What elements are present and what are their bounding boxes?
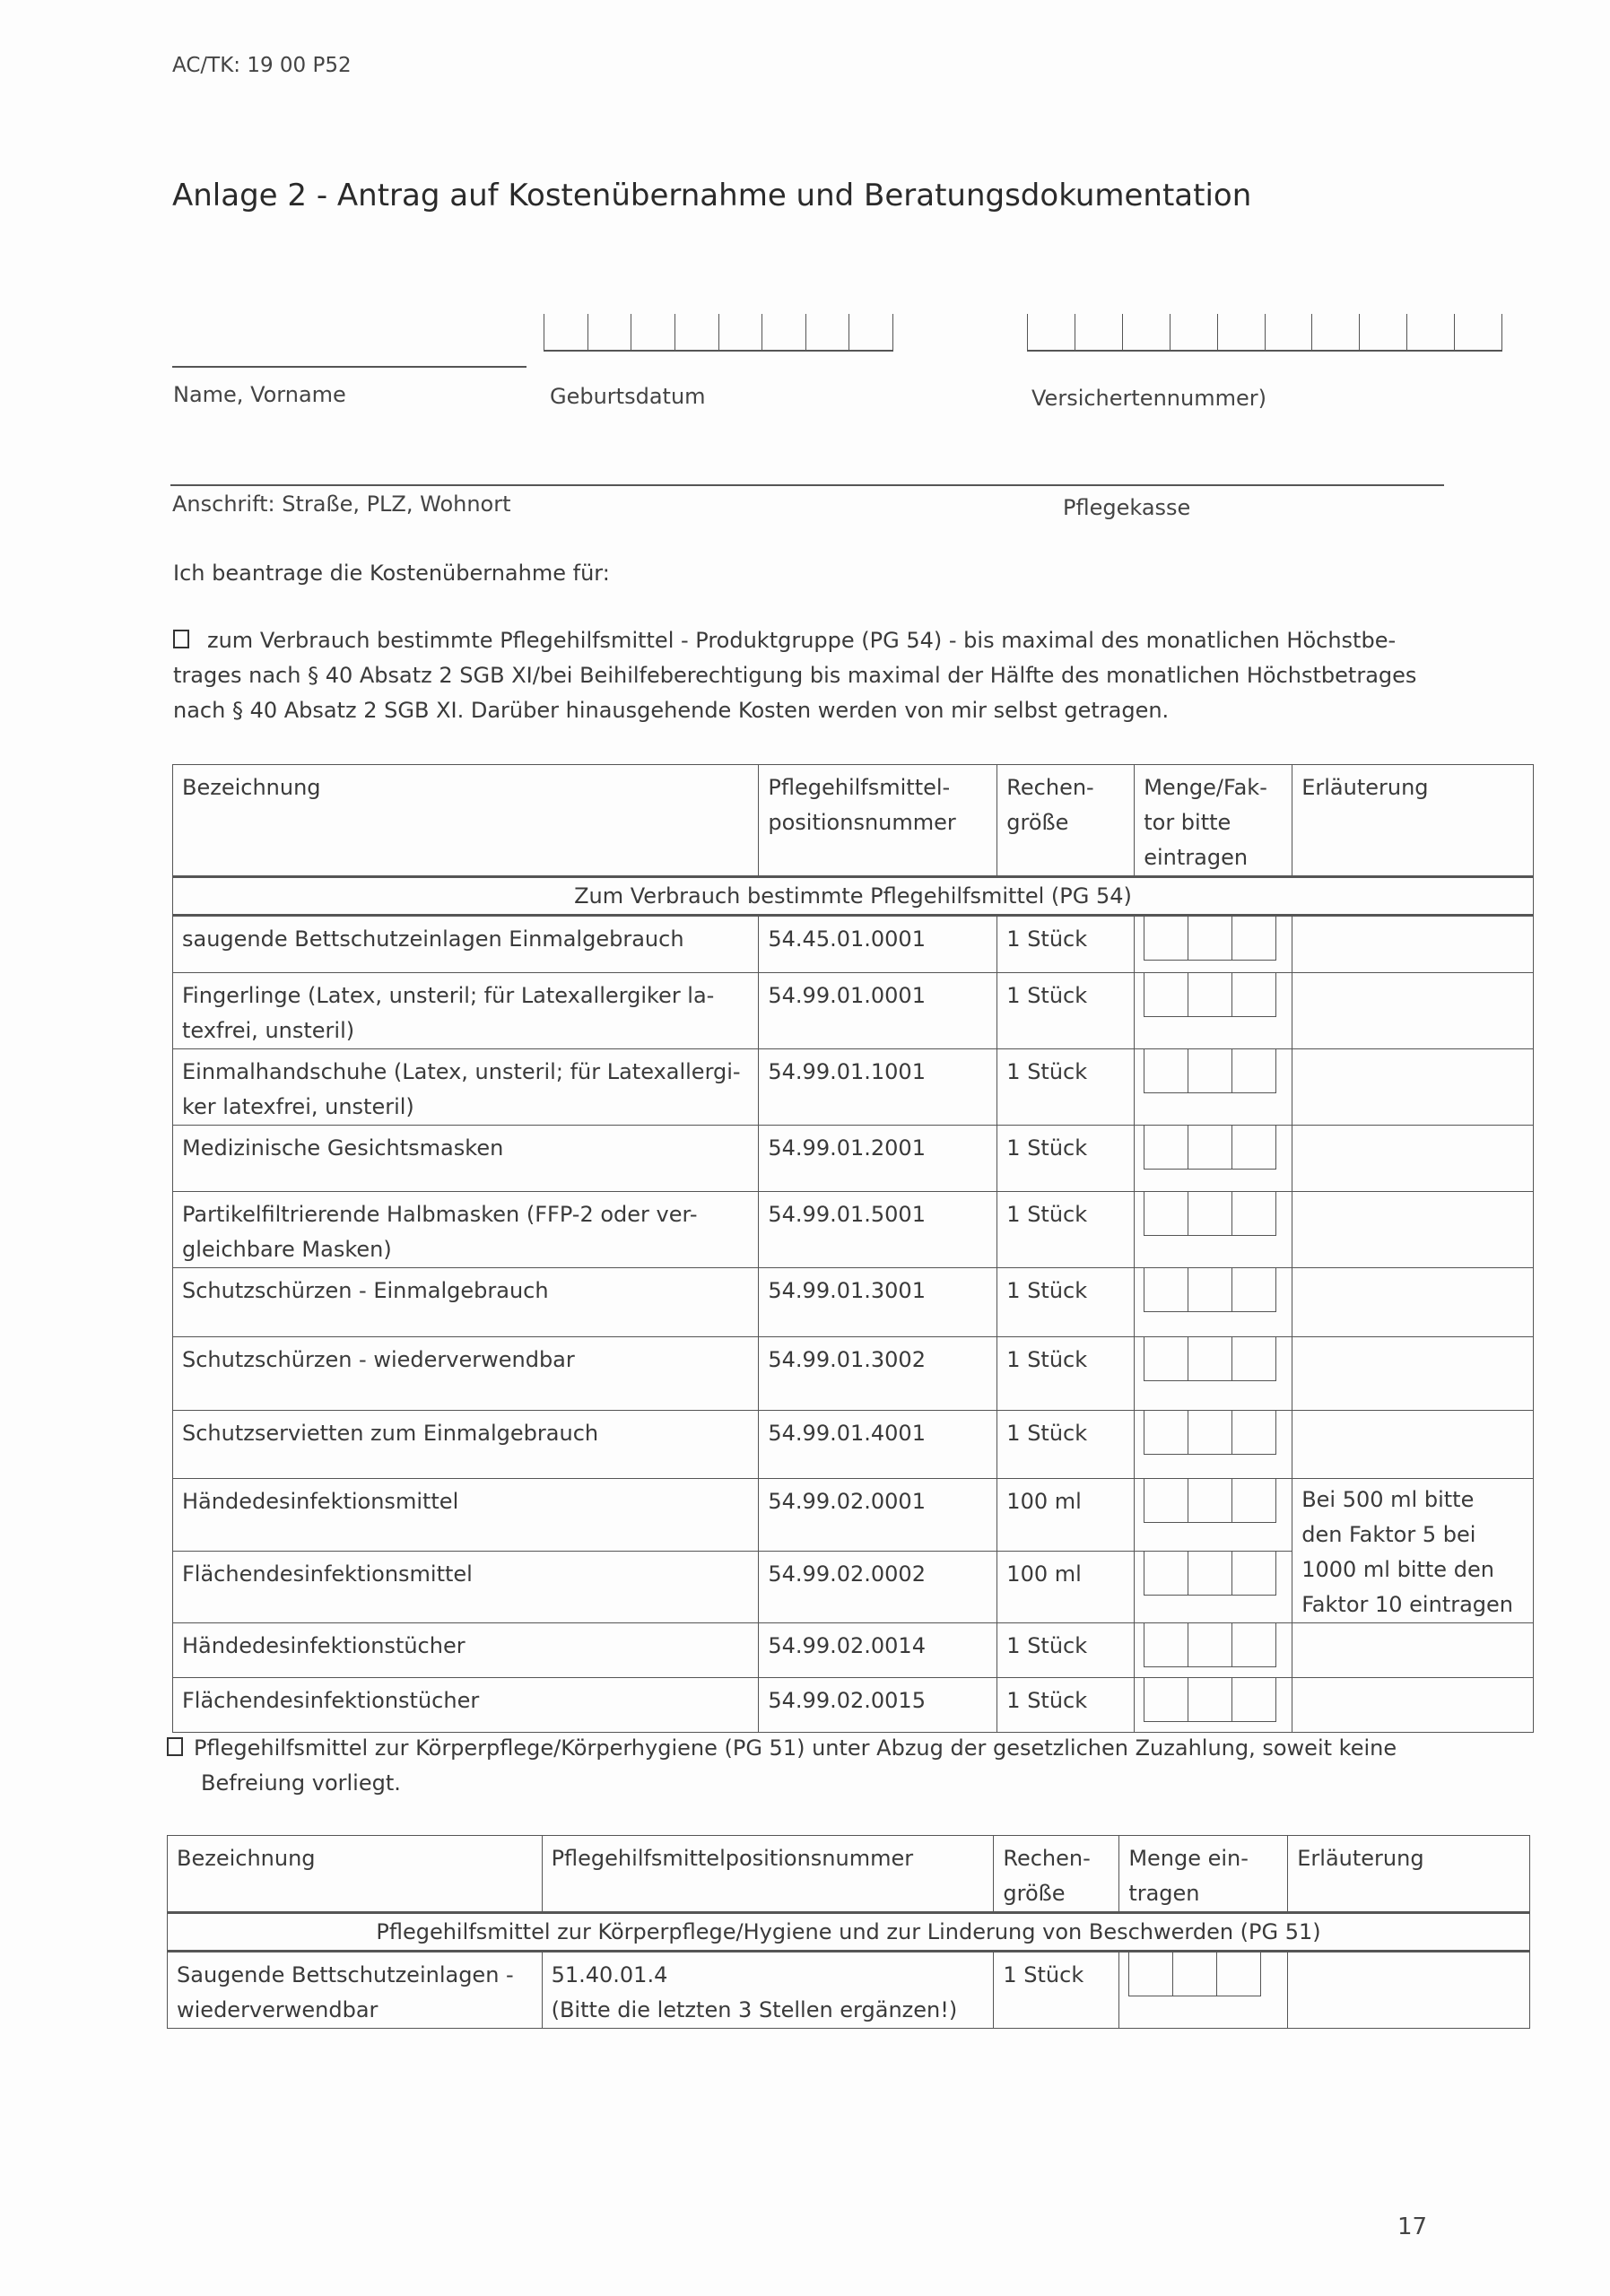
option-pg54-text-2: trages nach § 40 Absatz 2 SGB XI/bei Beihilfeberechtigung bis maximal der Hälfte des monatlichen Höchstbetrages (173, 663, 1417, 688)
table-row: Fingerlinge (Latex, unsteril; für Latexallergiker la- texfrei, unsteril) 54.99.01.0001 1 Stück (173, 973, 1534, 1049)
pg54-checkbox[interactable] (173, 630, 189, 648)
table-row: Schutzschürzen - Einmalgebrauch 54.99.01.3001 1 Stück (173, 1268, 1534, 1337)
address-label: Anschrift: Straße, PLZ, Wohnort (172, 491, 511, 517)
table-row: Flächendesinfektionstücher 54.99.02.0015 1 Stück (173, 1678, 1534, 1733)
table-row: Medizinische Gesichtsmasken 54.99.01.2001 1 Stück (173, 1126, 1534, 1192)
table-row: Saugende Bettschutzeinlagen - wiederverwendbar 51.40.01.4 (Bitte die letzten 3 Stellen ergänzen!) 1 Stück (168, 1952, 1530, 2029)
quantity-input[interactable] (1144, 1411, 1276, 1455)
pg51-table (167, 1835, 1530, 2029)
option-pg51-text-2: Befreiung vorliegt. (201, 1770, 401, 1796)
header-quantity: Menge/Fak- tor bitte eintragen (1135, 765, 1292, 877)
header-bezeichnung: Bezeichnung (173, 765, 759, 877)
care-fund-label: Pflegekasse (1063, 495, 1191, 520)
table-row: Händedesinfektionstücher 54.99.02.0014 1 Stück (173, 1623, 1534, 1678)
name-field[interactable] (172, 366, 527, 368)
quantity-input[interactable] (1144, 1337, 1276, 1381)
table-row: Flächendesinfektionsmittel 54.99.02.0002 100 ml (173, 1551, 1534, 1623)
quantity-input[interactable] (1144, 1268, 1276, 1312)
table-header-row (173, 765, 1534, 877)
quantity-input[interactable] (1128, 1952, 1261, 1996)
birthdate-field[interactable] (544, 314, 893, 352)
table-row: Schutzservietten zum Einmalgebrauch 54.99.01.4001 1 Stück (173, 1411, 1534, 1479)
header-unit: Rechen- größe (994, 1836, 1119, 1913)
intro-text: Ich beantrage die Kostenübernahme für: (173, 561, 610, 586)
header-note: Erläuterung (1292, 765, 1534, 877)
quantity-input[interactable] (1144, 1623, 1276, 1667)
option-pg51 (167, 1731, 1512, 1801)
header-note: Erläuterung (1288, 1836, 1530, 1913)
option-pg54 (173, 623, 1501, 728)
insurance-number-label: Versichertennummer) (1031, 386, 1266, 411)
quantity-input[interactable] (1144, 1678, 1276, 1722)
section-title: Pflegehilfsmittel zur Körperpflege/Hygiene und zur Linderung von Beschwerden (PG 51) (168, 1913, 1530, 1952)
quantity-input[interactable] (1144, 1126, 1276, 1170)
name-label: Name, Vorname (173, 382, 346, 407)
table-row: Schutzschürzen - wiederverwendbar 54.99.01.3002 1 Stück (173, 1337, 1534, 1411)
page-title: Anlage 2 - Antrag auf Kostenübernahme und Beratungsdokumentation (172, 178, 1252, 213)
header-position: Pflegehilfsmittelpositionsnummer (542, 1836, 994, 1913)
option-pg51-text-1: Pflegehilfsmittel zur Körperpflege/Körperhygiene (PG 51) unter Abzug der gesetzlichen Zuzahlung, soweit keine (194, 1735, 1397, 1761)
header-unit: Rechen- größe (997, 765, 1135, 877)
table-row: Händedesinfektionsmittel 54.99.02.0001 100 ml Bei 500 ml bitte den Faktor 5 bei 1000 ml bitte den Faktor 10 eintragen (173, 1479, 1534, 1552)
table-row: saugende Bettschutzeinlagen Einmalgebrauch 54.45.01.0001 1 Stück (173, 916, 1534, 973)
page-number: 17 (1397, 2213, 1428, 2240)
header-quantity: Menge ein- tragen (1119, 1836, 1288, 1913)
section-title: Zum Verbrauch bestimmte Pflegehilfsmittel (PG 54) (173, 877, 1534, 916)
quantity-input[interactable] (1144, 1552, 1276, 1596)
pg54-table (172, 764, 1534, 1733)
quantity-input[interactable] (1144, 917, 1276, 961)
quantity-input[interactable] (1144, 1049, 1276, 1093)
header-bezeichnung: Bezeichnung (168, 1836, 543, 1913)
disinfectant-note: Bei 500 ml bitte den Faktor 5 bei 1000 ml bitte den Faktor 10 eintragen (1292, 1479, 1534, 1623)
birthdate-label: Geburtsdatum (550, 384, 706, 409)
insurance-number-field[interactable] (1027, 314, 1502, 352)
address-field[interactable] (170, 484, 1444, 486)
quantity-input[interactable] (1144, 1479, 1276, 1523)
option-pg54-text-1: zum Verbrauch bestimmte Pflegehilfsmittel - Produktgruppe (PG 54) - bis maximal des monatlichen Höchstbe- (207, 628, 1397, 653)
header-position: Pflegehilfsmittel- positionsnummer (759, 765, 997, 877)
table-header-row (168, 1836, 1530, 1913)
quantity-input[interactable] (1144, 1192, 1276, 1236)
table-row: Partikelfiltrierende Halbmasken (FFP-2 oder ver- gleichbare Masken) 54.99.01.5001 1 Stück (173, 1192, 1534, 1268)
pg51-checkbox[interactable] (167, 1737, 183, 1756)
document-reference: AC/TK: 19 00 P52 (172, 54, 352, 77)
option-pg54-text-3: nach § 40 Absatz 2 SGB XI. Darüber hinausgehende Kosten werden von mir selbst getragen. (173, 698, 1170, 723)
table-row: Einmalhandschuhe (Latex, unsteril; für Latexallergi- ker latexfrei, unsteril) 54.99.01.1001 1 Stück (173, 1049, 1534, 1126)
quantity-input[interactable] (1144, 973, 1276, 1017)
